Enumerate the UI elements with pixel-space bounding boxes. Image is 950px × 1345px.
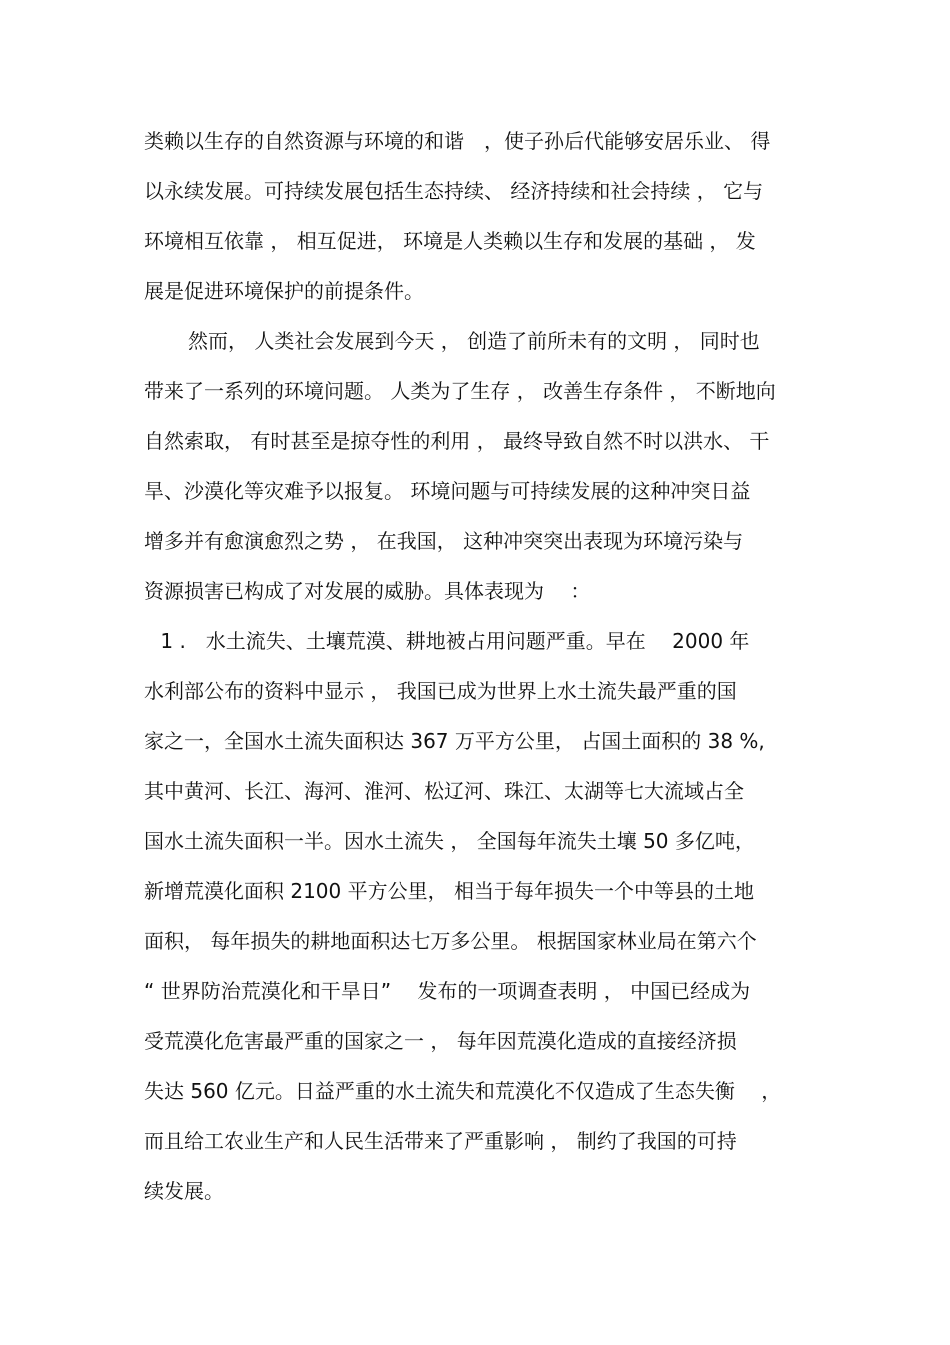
text-line: 增多并有愈演愈烈之势 ， 在我国， 这种冲突突出表现为环境污染与 xyxy=(144,529,744,553)
text-line: 环境相互依靠 ， 相互促进， 环境是人类赖以生存和发展的基础 ， 发 xyxy=(144,229,756,253)
text-line: 续发展。 xyxy=(144,1179,224,1203)
text-line: 国水土流失面积一半。因水土流失 ， 全国每年流失土壤 50 多亿吨， xyxy=(144,829,755,853)
text-line: 旱、沙漠化等灾难予以报复。 环境问题与可持续发展的这种冲突日益 xyxy=(144,479,751,503)
text-line: 自然索取， 有时甚至是掠夺性的利用 ， 最终导致自然不时以洪水、 干 xyxy=(144,429,770,453)
numbered-item-line: 1 . 水土流失、土壤荒漠、耕地被占用问题严重。早在 2000 年 xyxy=(154,629,750,653)
text-line: 家之一，全国水土流失面积达 367 万平方公里， 占国土面积的 38 %, xyxy=(144,729,765,753)
text-line: 以永续发展。可持续发展包括生态持续、 经济持续和社会持续 ， 它与 xyxy=(144,179,764,203)
paragraph-start-line: 然而， 人类社会发展到今天 ， 创造了前所未有的文明 ， 同时也 xyxy=(168,329,760,353)
text-line: 资源损害已构成了对发展的威胁。具体表现为 ： xyxy=(144,579,591,603)
text-line: 类赖以生存的自然资源与环境的和谐 ，使子孙后代能够安居乐业、 得 xyxy=(144,129,771,153)
text-line: 新增荒漠化面积 2100 平方公里， 相当于每年损失一个中等县的土地 xyxy=(144,879,754,903)
text-line: 带来了一系列的环境问题。 人类为了生存 ， 改善生存条件 ， 不断地向 xyxy=(144,379,776,403)
text-line: 失达 560 亿元。日益严重的水土流失和荒漠化不仅造成了生态失衡 ， xyxy=(144,1079,782,1103)
text-line: “ 世界防治荒漠化和干旱日” 发布的一项调查表明 ， 中国已经成为 xyxy=(144,979,751,1003)
text-line: 而且给工农业生产和人民生活带来了严重影响 ， 制约了我国的可持 xyxy=(144,1129,737,1153)
text-line: 其中黄河、长江、海河、淮河、松辽河、珠江、太湖等七大流域占全 xyxy=(144,779,744,803)
text-line: 面积， 每年损失的耕地面积达七万多公里。 根据国家林业局在第六个 xyxy=(144,929,757,953)
text-line: 水利部公布的资料中显示 ， 我国已成为世界上水土流失最严重的国 xyxy=(144,679,737,703)
text-line: 受荒漠化危害最严重的国家之一 ， 每年因荒漠化造成的直接经济损 xyxy=(144,1029,737,1053)
text-line: 展是促进环境保护的前提条件。 xyxy=(144,279,424,303)
